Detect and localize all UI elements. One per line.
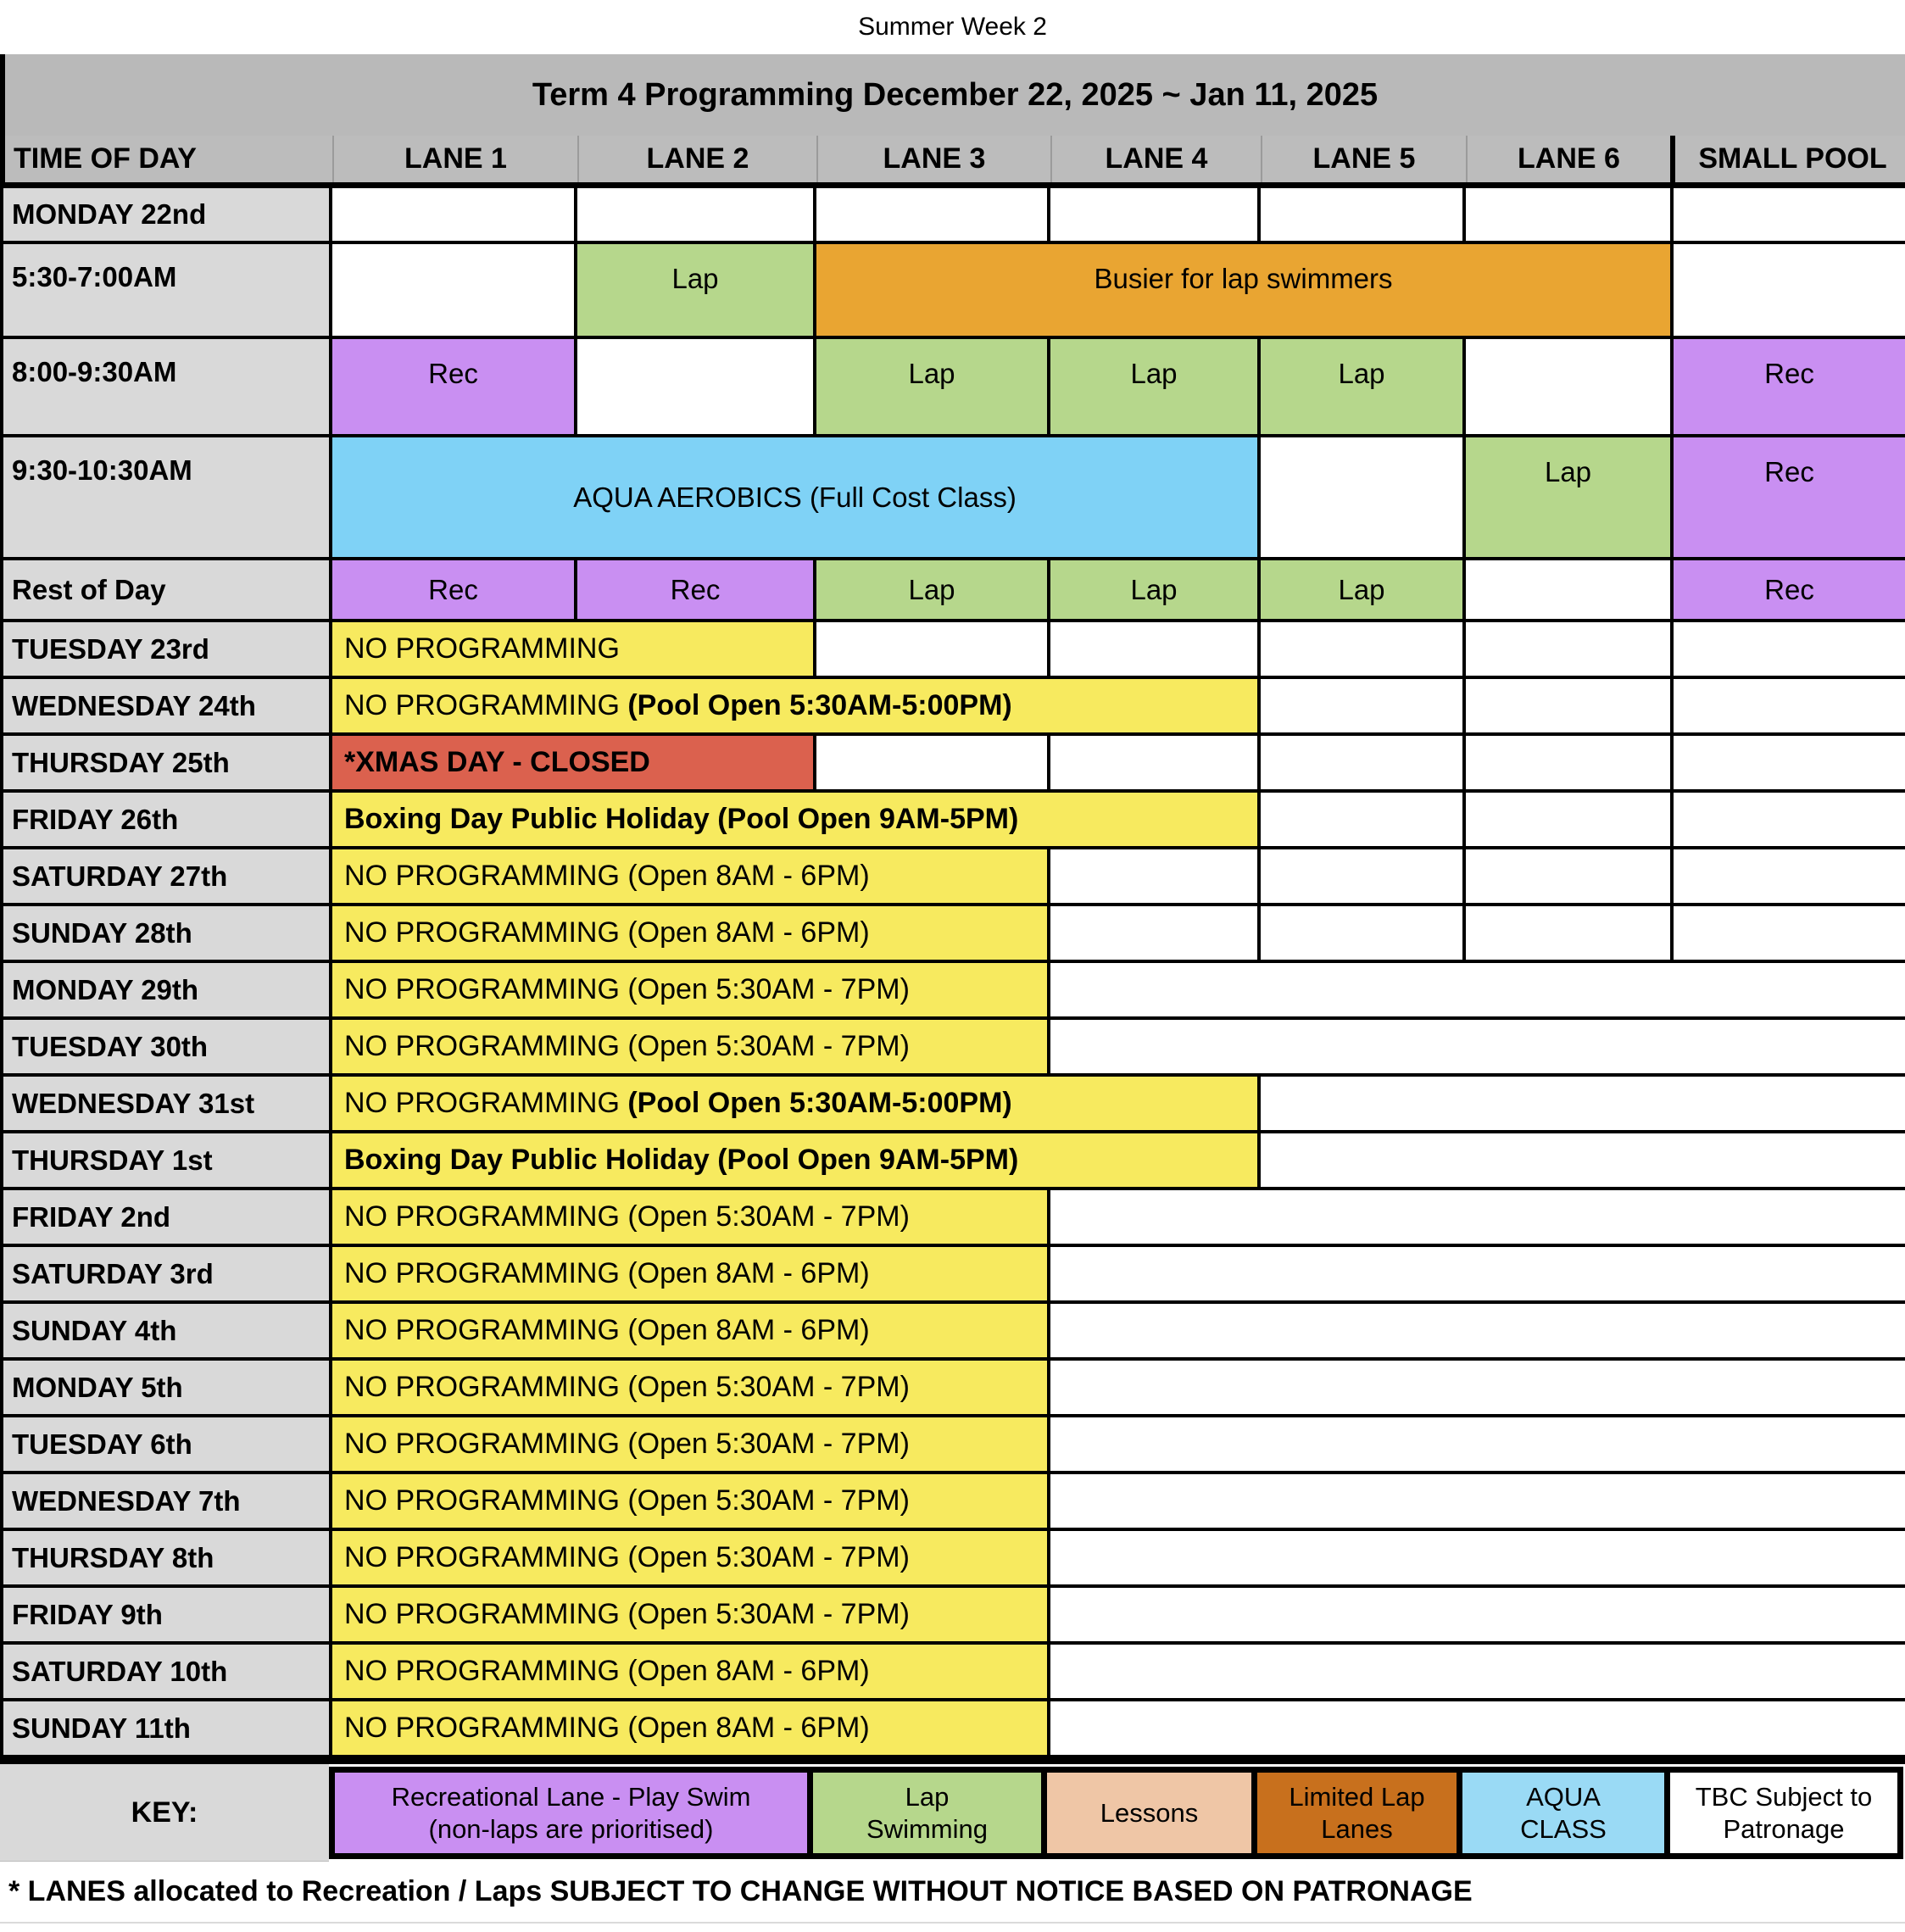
banner-text: NO PROGRAMMING (Open 5:30AM - 7PM) [344,1484,910,1517]
schedule-row-day [0,906,1905,963]
empty-cell [1674,622,1905,679]
column-header-lane-1: LANE 1 [334,136,579,182]
time-label: 5:30-7:00AM [3,244,332,339]
schedule-row-day [0,1701,1905,1758]
column-header-small-pool: SMALL POOL [1698,142,1887,175]
column-header-lane-4: LANE 4 [1052,136,1262,182]
schedule-row-day [0,1133,1905,1190]
schedule-row-day [0,1190,1905,1247]
empty-cell [1674,188,1905,244]
empty-cell [332,188,577,244]
merged-empty-cell [1050,1701,1905,1758]
banner-bold-text: Boxing Day Public Holiday (Pool Open 9AM-5PM) [344,803,1019,835]
column-header-lane-5: LANE 5 [1262,136,1468,182]
schedule-cell-lap_green: Lap [1050,339,1261,437]
key-box-lessons_peach [1047,1773,1257,1853]
day-label: FRIDAY 9th [3,1588,332,1645]
schedule-row-day [0,793,1905,849]
banner-cell [332,1077,1261,1133]
key-box-line: AQUA [1526,1781,1601,1812]
key-box-line: Patronage [1723,1813,1845,1844]
footnote: * LANES allocated to Recreation / Laps SUBJECT TO CHANGE WITHOUT NOTICE BASED ON PATRONAGE [8,1875,1473,1907]
day-label: MONDAY 22nd [3,188,332,244]
banner-cell [332,1645,1050,1701]
schedule-cell-lap_green: Lap [816,339,1050,437]
banner-cell [332,1247,1050,1304]
key-box-key_aqua_blue [1462,1773,1670,1853]
banner-text: NO PROGRAMMING (Open 8AM - 6PM) [344,916,870,949]
day-label: WEDNESDAY 24th [3,679,332,736]
banner-cell [332,1361,1050,1417]
key-box-lap_green [813,1773,1047,1853]
merged-empty-cell [1050,1417,1905,1474]
empty-cell [1674,736,1905,793]
merged-empty-cell [1050,1474,1905,1531]
banner-text: NO PROGRAMMING (Open 8AM - 6PM) [344,1655,870,1687]
empty-cell [1466,622,1674,679]
empty-cell [1674,244,1905,339]
banner-cell [332,622,816,679]
key-band-wrap [329,1764,1905,1862]
empty-cell [1050,906,1261,963]
empty-cell [1466,339,1674,437]
day-label: THURSDAY 25th [3,736,332,793]
key-box-rec_purple [335,1773,813,1853]
schedule-cell-rec_purple: Rec [577,560,816,622]
banner-bold-text: (Pool Open 5:30AM-5:00PM) [627,1087,1012,1119]
merged-empty-cell [1050,1645,1905,1701]
empty-cell [577,188,816,244]
day-label: WEDNESDAY 31st [3,1077,332,1133]
banner-text: NO PROGRAMMING (Open 5:30AM - 7PM) [344,973,910,1005]
banner-cell [332,1701,1050,1758]
empty-cell [577,339,816,437]
banner-cell [332,679,1261,736]
schedule-cell-rec_purple: Rec [332,560,577,622]
merged-empty-cell [1050,1361,1905,1417]
merged-empty-cell [1050,1247,1905,1304]
banner-cell [332,793,1261,849]
banner-text: NO PROGRAMMING (Open 8AM - 6PM) [344,1314,870,1346]
banner-cell [332,963,1050,1020]
key-box-line: CLASS [1520,1813,1607,1844]
merged-empty-cell [1261,1077,1905,1133]
key-box-line: TBC Subject to [1695,1781,1873,1812]
day-label: MONDAY 29th [3,963,332,1020]
merged-empty-cell [1050,1020,1905,1077]
empty-cell [816,736,1050,793]
banner-text: NO PROGRAMMING (Open 5:30AM - 7PM) [344,1598,910,1630]
empty-cell [1261,437,1466,560]
empty-cell [1466,736,1674,793]
schedule-row-day [0,1645,1905,1701]
empty-cell [332,244,577,339]
day-label: FRIDAY 26th [3,793,332,849]
banner-text: NO PROGRAMMING (Open 8AM - 6PM) [344,860,870,892]
schedule-cell-lap_green: Lap [1466,437,1674,560]
schedule-row-day [0,849,1905,906]
empty-cell [1050,849,1261,906]
key-box-line: Swimming [866,1813,988,1844]
banner-cell [332,1190,1050,1247]
schedule-table [0,188,1905,1758]
empty-cell [1466,793,1674,849]
empty-cell [1466,679,1674,736]
day-label: TUESDAY 30th [3,1020,332,1077]
merged-empty-cell [1050,963,1905,1020]
column-header-time-of-day: TIME OF DAY [5,136,334,182]
empty-cell [816,622,1050,679]
time-label: 8:00-9:30AM [3,339,332,437]
banner-bold-text: *XMAS DAY - CLOSED [344,746,650,778]
key-box-line: Lanes [1321,1813,1393,1844]
schedule-row-day [0,963,1905,1020]
empty-cell [1261,849,1466,906]
day-label: SATURDAY 27th [3,849,332,906]
key-box-limited_dark_orange [1257,1773,1462,1853]
key-box-white [1670,1773,1897,1853]
day-label: MONDAY 5th [3,1361,332,1417]
column-header-row [0,136,1905,188]
banner-bold-text: Boxing Day Public Holiday (Pool Open 9AM-5PM) [344,1144,1019,1176]
banner-cell [332,1531,1050,1588]
schedule-cell-rec_purple: Rec [1674,339,1905,437]
empty-cell [1261,793,1466,849]
schedule-cell-lap_green: Lap [1261,339,1466,437]
merged-empty-cell [1050,1190,1905,1247]
key-box-line: Lap [905,1781,950,1812]
title-bar [0,54,1905,136]
key-box-line: Limited Lap [1289,1781,1425,1812]
banner-cell [332,1417,1050,1474]
day-label: SUNDAY 28th [3,906,332,963]
merged-empty-cell [1050,1588,1905,1645]
banner-text: NO PROGRAMMING (Open 8AM - 6PM) [344,1712,870,1744]
banner-text: NO PROGRAMMING (Open 5:30AM - 7PM) [344,1428,910,1460]
empty-cell [1050,736,1261,793]
schedule-row-day [0,1304,1905,1361]
banner-text: NO PROGRAMMING (Open 5:30AM - 7PM) [344,1371,910,1403]
schedule-cell-lap_green: Lap [1261,560,1466,622]
banner-text: NO PROGRAMMING [344,632,620,665]
empty-cell [1466,560,1674,622]
schedule-cell-busier_orange: Busier for lap swimmers [816,244,1674,339]
empty-cell [1050,188,1261,244]
time-label: 9:30-10:30AM [3,437,332,560]
schedule-row-day [0,1247,1905,1304]
banner-text: NO PROGRAMMING (Open 8AM - 6PM) [344,1257,870,1289]
day-label: THURSDAY 8th [3,1531,332,1588]
schedule-row-day [0,1474,1905,1531]
empty-cell [1674,849,1905,906]
empty-cell [1466,849,1674,906]
empty-cell [1674,793,1905,849]
schedule-row-day [0,1361,1905,1417]
schedule-row-day [0,1531,1905,1588]
schedule-row-time [0,437,1905,560]
key-box-line: Recreational Lane - Play Swim [391,1781,751,1812]
day-label: TUESDAY 6th [3,1417,332,1474]
banner-cell [332,1304,1050,1361]
empty-cell [1261,188,1466,244]
banner-cell [332,736,816,793]
banner-text: NO PROGRAMMING [344,689,628,721]
schedule-cell-lap_green: Lap [816,560,1050,622]
schedule-row-monday-22 [0,188,1905,244]
schedule-row-day [0,679,1905,736]
banner-text: NO PROGRAMMING (Open 5:30AM - 7PM) [344,1200,910,1233]
banner-text: NO PROGRAMMING (Open 5:30AM - 7PM) [344,1541,910,1573]
week-label: Summer Week 2 [858,13,1047,41]
day-label: TUESDAY 23rd [3,622,332,679]
schedule-row-day [0,1417,1905,1474]
empty-cell [1466,906,1674,963]
schedule-row-day [0,736,1905,793]
schedule-row-day [0,1020,1905,1077]
time-label: Rest of Day [3,560,332,622]
empty-cell [1261,679,1466,736]
day-label: SUNDAY 4th [3,1304,332,1361]
schedule-row-time [0,560,1905,622]
schedule-row-day [0,1588,1905,1645]
empty-cell [1261,736,1466,793]
key-row [0,1758,1905,1862]
schedule-row-time [0,244,1905,339]
schedule-cell-lap_green: Lap [577,244,816,339]
banner-cell [332,906,1050,963]
banner-cell [332,1133,1261,1190]
empty-cell [1261,622,1466,679]
schedule-cell-rec_purple: Rec [1674,437,1905,560]
sheet-bottom-divider [0,1922,1905,1924]
day-label: THURSDAY 1st [3,1133,332,1190]
column-header-lane-3: LANE 3 [818,136,1052,182]
day-label: SUNDAY 11th [3,1701,332,1758]
merged-empty-cell [1050,1531,1905,1588]
key-box-line: (non-laps are prioritised) [428,1813,714,1844]
page-title: Term 4 Programming December 22, 2025 ~ Jan 11, 2025 [532,76,1379,113]
banner-bold-text: (Pool Open 5:30AM-5:00PM) [627,689,1012,721]
banner-text: NO PROGRAMMING [344,1087,628,1119]
schedule-cell-lap_green: Lap [1050,560,1261,622]
banner-cell [332,1588,1050,1645]
day-label: FRIDAY 2nd [3,1190,332,1247]
banner-cell [332,1474,1050,1531]
empty-cell [1674,906,1905,963]
schedule-row-day [0,1077,1905,1133]
key-band [329,1767,1903,1859]
empty-cell [1261,906,1466,963]
schedule-cell-aqua_blue: AQUA AEROBICS (Full Cost Class) [332,437,1261,560]
column-header-lane-2: LANE 2 [579,136,818,182]
merged-empty-cell [1050,1304,1905,1361]
day-label: SATURDAY 3rd [3,1247,332,1304]
key-box-line: Lessons [1100,1797,1199,1828]
empty-cell [1466,188,1674,244]
banner-cell [332,1020,1050,1077]
key-label: KEY: [0,1764,329,1862]
empty-cell [816,188,1050,244]
banner-text: NO PROGRAMMING (Open 5:30AM - 7PM) [344,1030,910,1062]
column-header-lane-6: LANE 6 [1468,136,1675,182]
merged-empty-cell [1261,1133,1905,1190]
banner-cell [332,849,1050,906]
schedule-cell-rec_purple: Rec [332,339,577,437]
schedule-cell-rec_purple: Rec [1674,560,1905,622]
empty-cell [1674,679,1905,736]
schedule-row-time [0,339,1905,437]
day-label: SATURDAY 10th [3,1645,332,1701]
day-label: WEDNESDAY 7th [3,1474,332,1531]
schedule-row-day [0,622,1905,679]
empty-cell [1050,622,1261,679]
